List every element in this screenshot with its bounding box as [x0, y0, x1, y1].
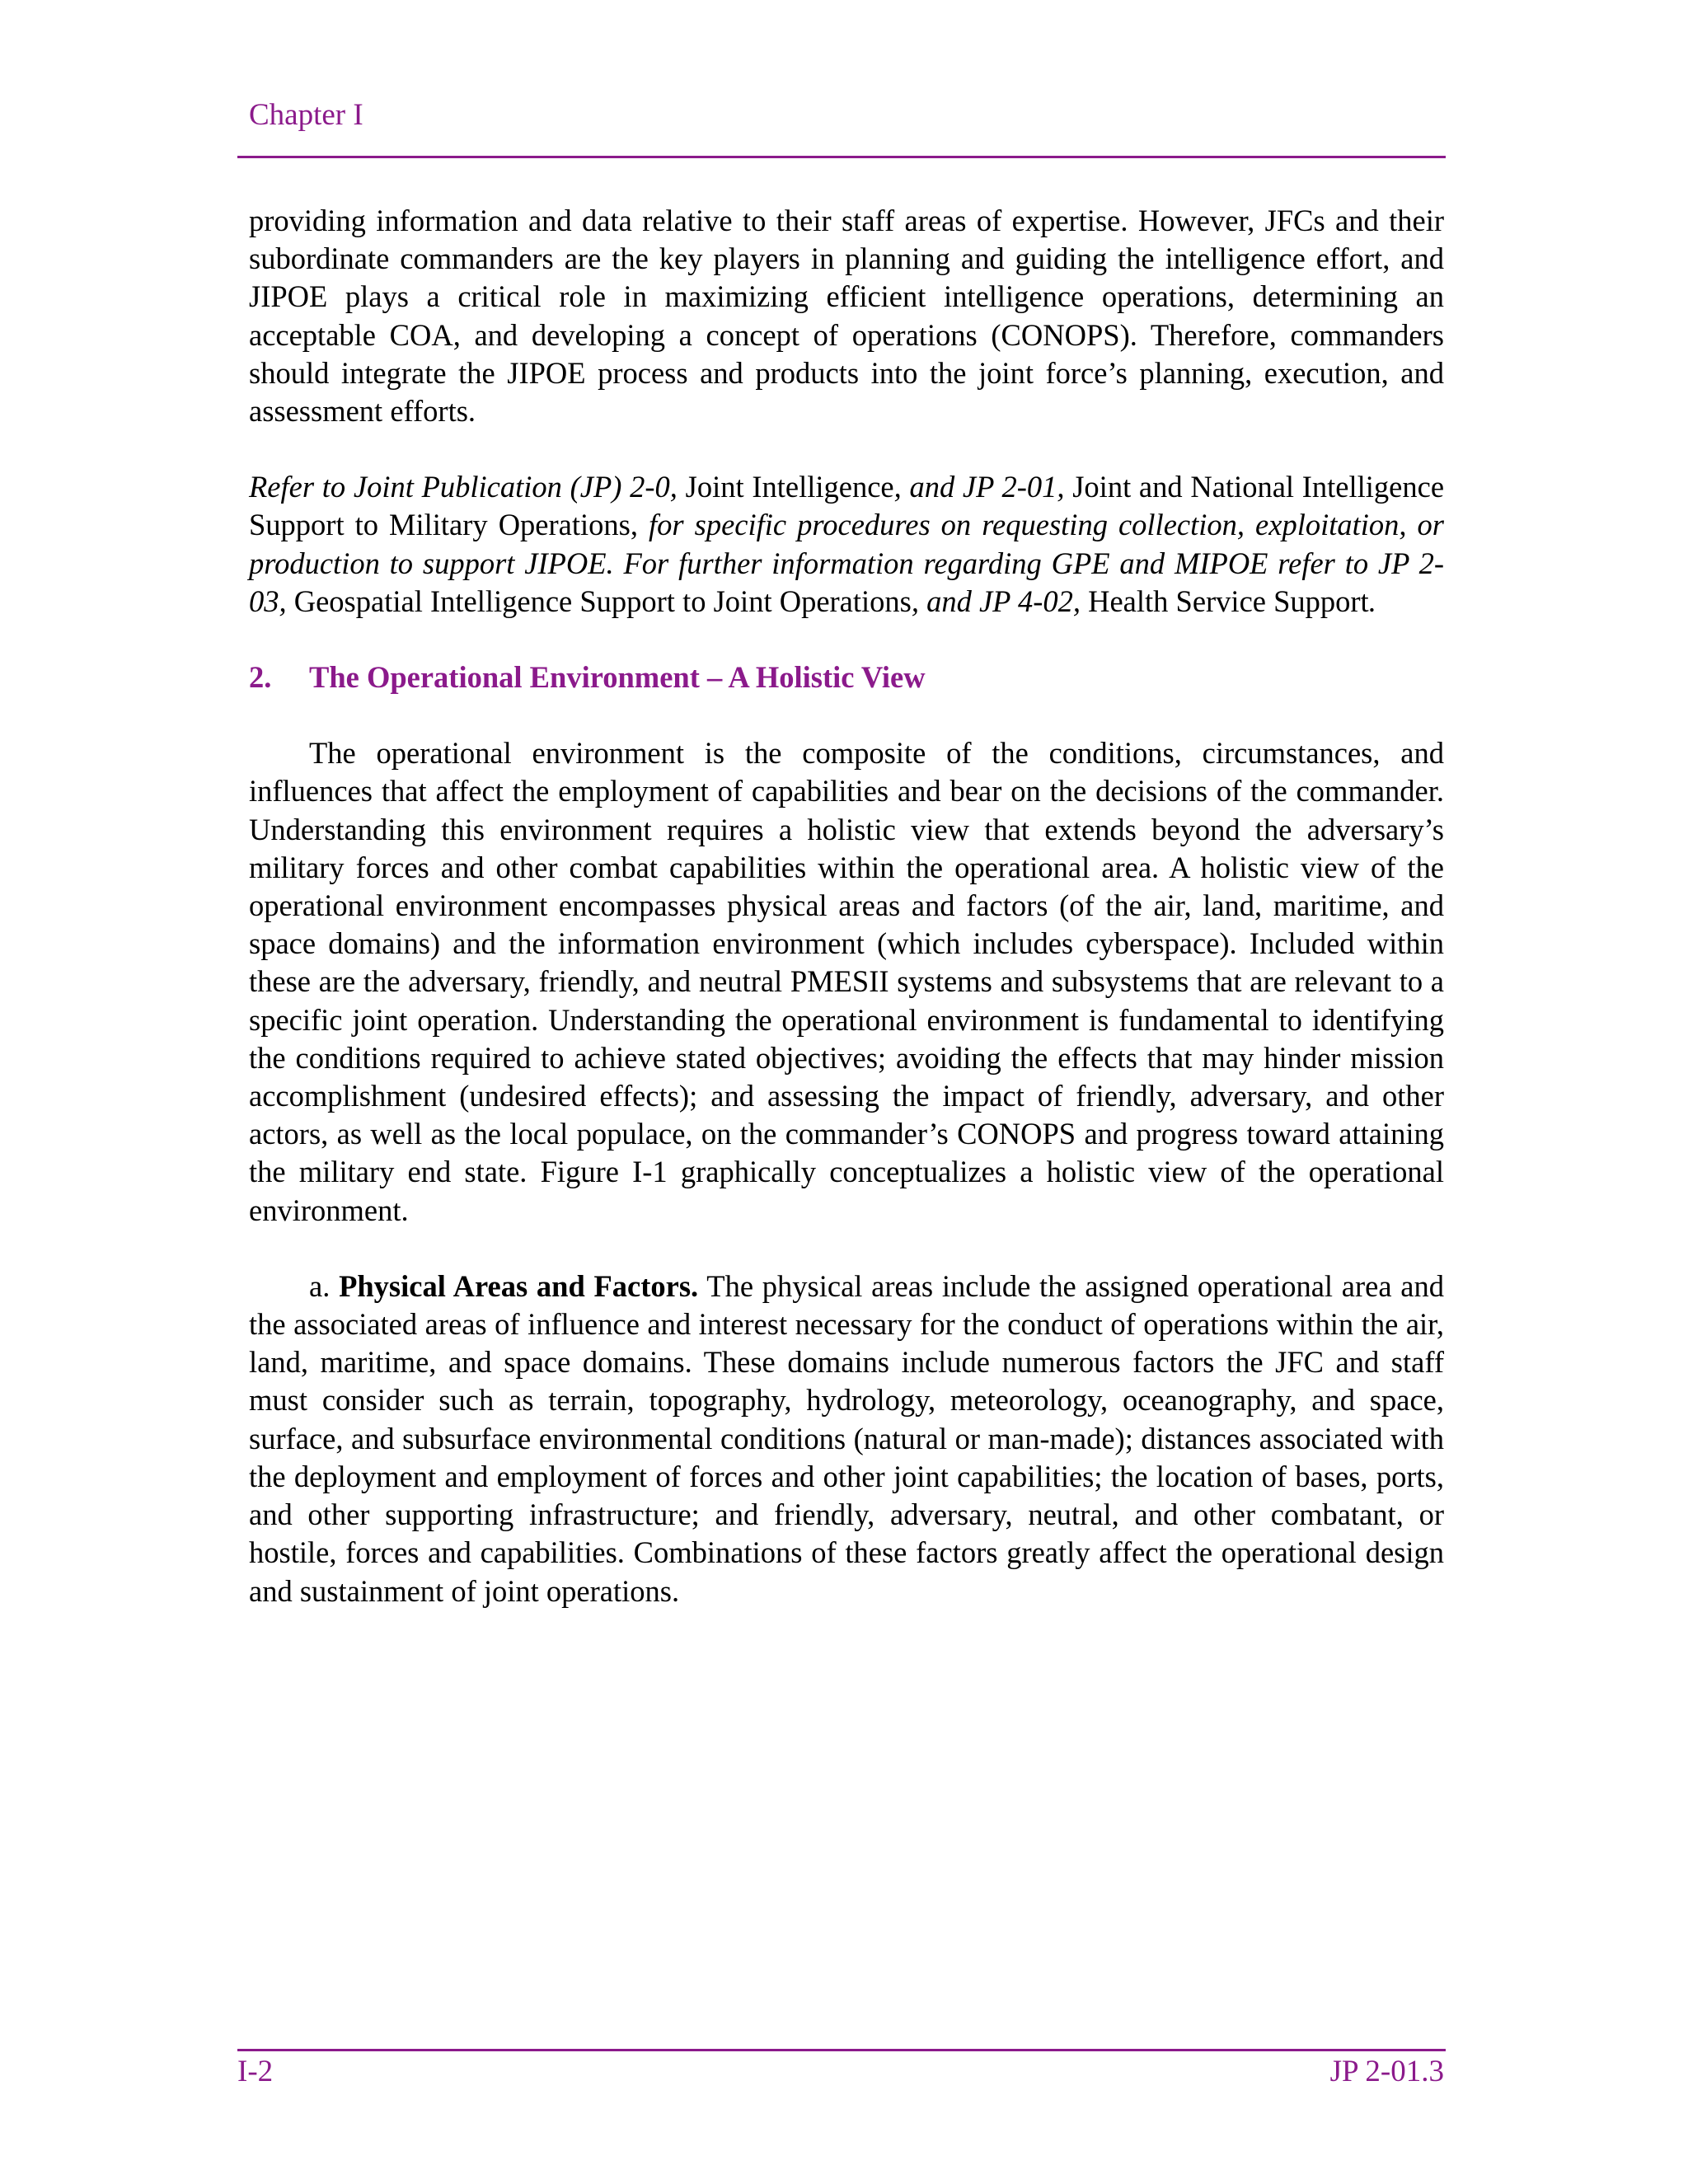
subparagraph-label: a.: [309, 1268, 340, 1303]
ref-title-4: Health Service Support: [1080, 583, 1369, 618]
page-content: [249, 202, 1444, 1648]
chapter-header: Chapter I: [249, 98, 363, 132]
ref-italic-4: , and JP 4-02,: [911, 583, 1081, 618]
publication-id: JP 2-01.3: [1329, 2055, 1444, 2088]
header-rule: [237, 156, 1446, 158]
ref-title-1: Joint Intelligence: [677, 470, 894, 504]
paragraph-physical-areas: [249, 1268, 1444, 1610]
ref-italic-5: .: [1368, 583, 1376, 618]
paragraph-operational-environment: The operational environment is the composite of the conditions, circumstances, and influences that affect the employment of capabilities and bear on the decisions of the commander. Understanding this environment requires a holistic view that extends beyond the adversary’s military forces and other combat capabilities within the operational area. A holistic view of the operational environment encompasses physical areas and factors (of the air, land, maritime, and space domains) and the information environment (which includes cyberspace). Included within these are the adversary, friendly, and neutral PMESII systems and subsystems that are relevant to a specific joint operation. Understanding the operational environment is fundamental to identifying the conditions required to achieve stated objectives; avoiding the effects that may hinder mission accomplishment (undesired effects); and assessing the impact of friendly, adversary, and other actors, as well as the local populace, on the commander’s CONOPS and progress toward attaining the military end state. Figure I-1 graphically conceptualizes a holistic view of the operational environment.: [249, 736, 1444, 1227]
section-heading: [249, 658, 1444, 696]
ref-italic-2: , and JP 2-01,: [893, 470, 1065, 504]
page-number: I-2: [237, 2055, 274, 2088]
subparagraph-heading: Physical Areas and Factors.: [339, 1268, 699, 1303]
ref-title-3: Geospatial Intelligence Support to Joint Operations: [286, 583, 912, 618]
ref-title-2: Joint and National Intelligence Support to Military Operations,: [249, 470, 1445, 542]
ref-italic-3: for specific procedures on requesting collection, exploitation, or production to support JIPOE. For further information regarding GPE and MIPOE refer to JP 2-03,: [249, 508, 1445, 618]
subparagraph-text: The physical areas include the assigned operational area and the associated areas of influence and interest necessary for the conduct of operations within the air, land, maritime, and space domains. These domains include numerous factors the JFC and staff must consider such as terrain, topography, hydrology, meteorology, oceanography, and space, surface, and subsurface environmental conditions (natural or man-made); distances associated with the deployment and employment of forces and other joint capabilities; the location of bases, ports, and other supporting infrastructure; and friendly, adversary, neutral, and other combatant, or hostile, forces and capabilities. Combinations of these factors greatly affect the operational design and sustainment of joint operations.: [249, 1268, 1444, 1608]
section-number: 2.: [249, 660, 272, 695]
section-title: The Operational Environment – A Holistic View: [309, 660, 926, 695]
paragraph-intro: providing information and data relative to their staff areas of expertise. However, JFCs and their subordinate commanders are the key players in planning and guiding the intelligence effort, and JIPOE plays a critical role in maximizing efficient intelligence operations, determining an acceptable COA, and developing a concept of operations (CONOPS). Therefore, commanders should integrate the JIPOE process and products into the joint force’s planning, execution, and assessment efforts.: [249, 204, 1444, 429]
reference-note: [249, 468, 1444, 621]
ref-italic-1: Refer to Joint Publication (JP) 2-0,: [249, 470, 678, 504]
footer-rule: [237, 2049, 1446, 2051]
